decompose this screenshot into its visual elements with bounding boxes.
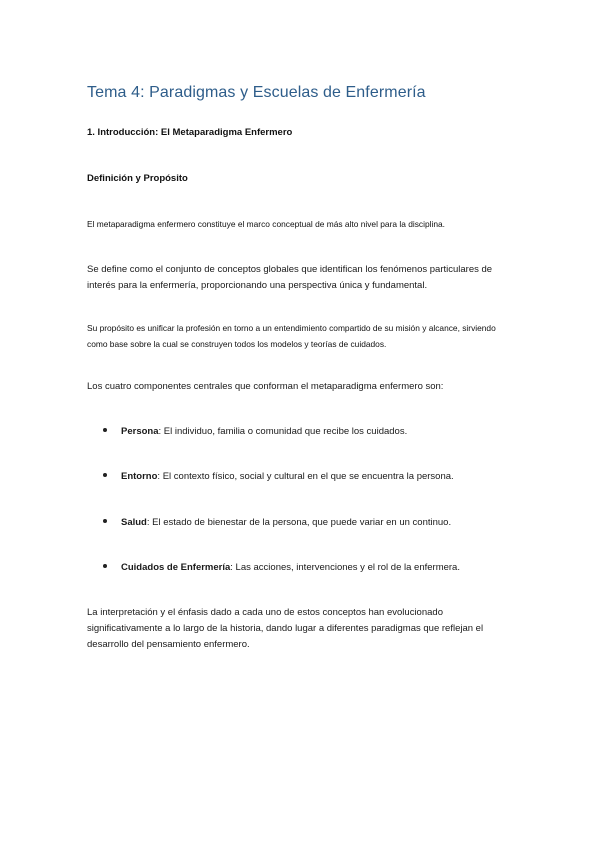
component-term: Persona: [121, 426, 159, 437]
component-description: : El estado de bienestar de la persona, que puede variar en un continuo.: [146, 517, 452, 528]
component-term: Salud: [121, 517, 147, 528]
paragraph-purpose: Su propósito es unificar la profesión en torno a un entendimiento compartido de su misión y alcance, sirviendo como base sobre la cual se construyen todos los modelos y teorías de cuidados.: [87, 323, 496, 349]
paragraph-closing: La interpretación y el énfasis dado a cada uno de estos conceptos han evolucionado significativamente a lo largo de la historia, dando lugar a diferentes paradigmas que reflejan el desarrollo del pensamiento enfermero.: [87, 607, 484, 650]
list-item: [103, 426, 407, 437]
document-title: Tema 4: Paradigmas y Escuelas de Enfermería: [87, 84, 426, 101]
bullet-icon: [103, 564, 107, 568]
bullet-icon: [103, 473, 107, 477]
subheading: Definición y Propósito: [87, 173, 188, 184]
paragraph-components-intro: Los cuatro componentes centrales que conforman el metaparadigma enfermero son:: [87, 381, 444, 392]
component-description: : Las acciones, intervenciones y el rol de la enfermera.: [230, 562, 460, 573]
component-term: Cuidados de Enfermería: [121, 562, 231, 573]
bullet-icon: [103, 428, 107, 432]
bullet-icon: [103, 519, 107, 523]
component-description: : El contexto físico, social y cultural en el que se encuentra la persona.: [157, 471, 454, 482]
component-description: : El individuo, familia o comunidad que recibe los cuidados.: [158, 426, 408, 437]
list-item: [103, 562, 460, 573]
component-term: Entorno: [121, 471, 158, 482]
section-heading: 1. Introducción: El Metaparadigma Enfermero: [87, 127, 293, 138]
paragraph-concepts: Se define como el conjunto de conceptos globales que identifican los fenómenos particulares de interés para la enfermería, proporcionando una perspectiva única y fundamental.: [87, 264, 493, 291]
paragraph-definition: El metaparadigma enfermero constituye el marco conceptual de más alto nivel para la disciplina.: [87, 219, 445, 229]
list-item: [103, 471, 454, 482]
list-item: [103, 517, 451, 528]
